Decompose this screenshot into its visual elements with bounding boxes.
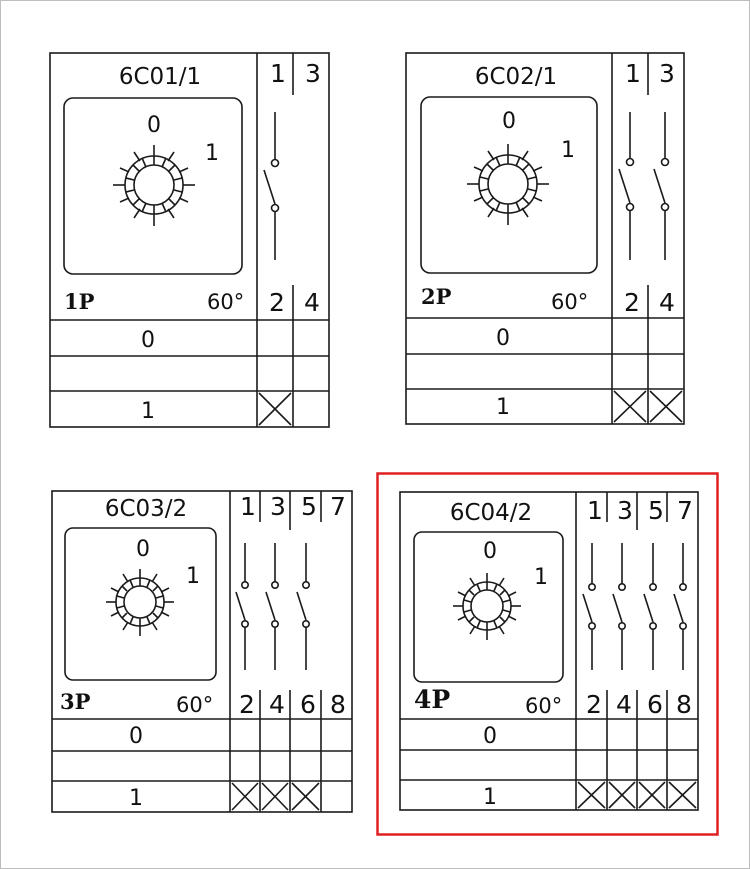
contact-pair-1 <box>619 112 634 260</box>
position-1-label: 1 <box>186 564 200 589</box>
position-0-label: 0 <box>147 113 161 138</box>
position-0-label: 0 <box>136 537 150 562</box>
model-label: 6C04/2 <box>449 500 533 526</box>
pole-label: 1P <box>64 289 95 314</box>
pole-label: 4P <box>414 685 451 714</box>
angle-label: 60° <box>176 693 214 717</box>
terminal-label: 8 <box>676 690 692 719</box>
contact-pair-4 <box>674 543 686 670</box>
row-label: 1 <box>129 786 143 811</box>
row-label: 1 <box>496 395 510 420</box>
terminal-label: 3 <box>659 59 675 88</box>
angle-label: 60° <box>207 290 245 314</box>
contact-pair-1 <box>583 543 595 670</box>
panel-6c04-2 <box>400 492 698 810</box>
terminal-label: 5 <box>301 492 317 521</box>
terminal-label: 2 <box>269 288 285 317</box>
pole-label: 2P <box>421 284 452 309</box>
contact-pair-1 <box>264 112 279 260</box>
terminal-label: 3 <box>617 496 633 525</box>
row-label: 1 <box>141 399 155 424</box>
contact-pair-1 <box>236 543 248 670</box>
contact-pair-2 <box>613 543 625 670</box>
terminal-label: 3 <box>270 492 286 521</box>
terminal-label: 7 <box>330 492 346 521</box>
terminal-label: 1 <box>270 59 286 88</box>
position-1-label: 1 <box>534 565 548 590</box>
contact-pair-3 <box>644 543 656 670</box>
terminal-label: 2 <box>239 690 255 719</box>
panel-6c01-1 <box>50 53 329 427</box>
angle-label: 60° <box>551 290 589 314</box>
model-label: 6C01/1 <box>118 64 202 90</box>
terminal-label: 6 <box>300 690 316 719</box>
model-label: 6C02/1 <box>474 64 558 90</box>
terminal-label: 1 <box>587 496 603 525</box>
contact-pair-2 <box>266 543 278 670</box>
terminal-label: 1 <box>625 59 641 88</box>
row-label: 1 <box>483 785 497 810</box>
rotary-dial-icon <box>453 573 521 640</box>
terminal-label: 3 <box>305 59 321 88</box>
position-1-label: 1 <box>561 138 575 163</box>
terminal-label: 1 <box>240 492 256 521</box>
row-label: 0 <box>496 326 510 351</box>
terminal-label: 4 <box>659 288 675 317</box>
contact-pair-2 <box>654 112 669 260</box>
position-0-label: 0 <box>483 539 497 564</box>
rotary-dial-icon <box>113 145 195 226</box>
position-1-label: 1 <box>205 141 219 166</box>
rotary-dial-icon <box>467 144 549 225</box>
closed-contact-mark <box>232 783 319 810</box>
terminal-label: 5 <box>648 496 664 525</box>
terminal-label: 8 <box>330 690 346 719</box>
terminal-label: 4 <box>304 288 320 317</box>
row-label: 0 <box>141 328 155 353</box>
pole-label: 3P <box>60 689 91 714</box>
panel-6c03-2 <box>52 491 352 812</box>
panel-outline <box>52 491 352 812</box>
row-label: 0 <box>129 724 143 749</box>
rotary-dial-icon <box>106 569 174 636</box>
model-label: 6C03/2 <box>104 496 188 522</box>
panel-outline <box>406 53 684 424</box>
angle-label: 60° <box>525 694 563 718</box>
terminal-label: 2 <box>624 288 640 317</box>
panel-6c02-1 <box>406 53 684 424</box>
terminal-label: 2 <box>586 690 602 719</box>
terminal-label: 6 <box>647 690 663 719</box>
terminal-label: 4 <box>269 690 285 719</box>
row-label: 0 <box>483 724 497 749</box>
contact-pair-3 <box>297 543 309 670</box>
position-0-label: 0 <box>502 109 516 134</box>
terminal-label: 4 <box>616 690 632 719</box>
terminal-label: 7 <box>677 496 693 525</box>
panel-outline <box>50 53 329 427</box>
